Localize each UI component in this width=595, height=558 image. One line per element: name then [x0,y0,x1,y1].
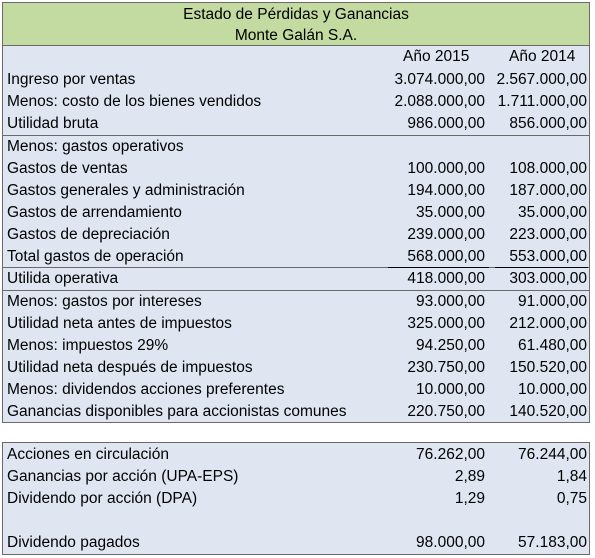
revenue-section [2,45,590,136]
table-row [3,136,589,158]
row-label: Menos: gastos operativos [7,138,184,155]
value-2015: 10.000,00 [416,381,485,398]
table-row [3,113,589,135]
table-row [3,202,589,224]
value-2015: 230.750,00 [407,359,485,376]
table-row [3,488,589,510]
value-2015: 94.250,00 [416,337,485,354]
value-2014: 1,84 [556,468,587,485]
value-2014: 57.183,00 [518,534,587,551]
value-2014: 150.520,00 [509,359,587,376]
row-label: Gastos generales y administración [7,182,245,199]
row-label: Utilidad neta después de impuestos [7,359,253,376]
value-2014: 108.000,00 [509,160,587,177]
value-2015: 3.074.000,00 [394,71,485,88]
table-row [3,313,589,335]
value-2014: 2.567.000,00 [496,71,587,88]
operating-income-section [2,267,590,291]
table-row [3,291,589,313]
row-label: Menos: gastos por intereses [7,293,202,310]
row-label: Utilida operativa [7,270,119,287]
row-label: Dividendo por acción (DPA) [7,490,198,507]
statement-title-band [2,2,590,46]
table-row [3,69,589,91]
value-2014: 0,75 [556,490,587,507]
value-2015: 194.000,00 [407,182,485,199]
table-row [3,379,589,401]
net-income-section [2,290,590,423]
blank-row [3,510,589,532]
value-2015: 2,89 [454,468,485,485]
row-label: Ingreso por ventas [7,71,136,88]
table-row [3,158,589,180]
value-2015: 2.088.000,00 [394,93,485,110]
value-2014: 303.000,00 [509,270,587,287]
value-2015: 568.000,00 [407,248,485,265]
table-row [3,246,589,268]
total-underline-2015 [388,267,489,268]
row-label: Acciones en circulación [7,446,169,463]
value-2014: 35.000,00 [518,204,587,221]
table-row [3,357,589,379]
value-2015: 76.262,00 [416,446,485,463]
table-row [3,444,589,466]
value-2014: 223.000,00 [509,226,587,243]
row-label: Menos: dividendos acciones preferentes [7,381,285,398]
statement-title: Estado de Pérdidas y Ganancias [183,6,409,23]
value-2015: 93.000,00 [416,293,485,310]
row-label: Gastos de depreciación [7,226,170,243]
value-2015: 986.000,00 [407,115,485,132]
per-share-section [2,442,590,555]
column-header-2014: Año 2014 [509,48,576,65]
value-2014: 140.520,00 [509,403,587,420]
table-row [3,466,589,488]
value-2014: 553.000,00 [509,248,587,265]
value-2014: 76.244,00 [518,446,587,463]
value-2014: 187.000,00 [509,182,587,199]
row-label: Dividendo pagados [7,534,140,551]
table-row [3,224,589,246]
value-2015: 98.000,00 [416,534,485,551]
operating-expenses-section [2,135,590,268]
value-2015: 418.000,00 [407,270,485,287]
value-2014: 1.711.000,00 [497,93,587,110]
row-label: Menos: costo de los bienes vendidos [7,93,262,110]
row-label: Menos: impuestos 29% [7,337,169,354]
value-2015: 100.000,00 [407,160,485,177]
table-row [3,401,589,423]
value-2014: 61.480,00 [518,337,587,354]
value-2014: 212.000,00 [509,315,587,332]
value-2014: 10.000,00 [518,381,587,398]
value-2015: 239.000,00 [407,226,485,243]
row-label: Gastos de ventas [7,160,128,177]
table-row [3,268,589,290]
row-label: Ganancias disponibles para accionistas comunes [7,403,347,420]
company-name: Monte Galán S.A. [234,27,358,44]
value-2014: 856.000,00 [509,115,587,132]
value-2015: 35.000,00 [416,204,485,221]
table-row [3,180,589,202]
table-row [3,532,589,554]
row-label: Total gastos de operación [7,248,184,265]
value-2014: 91.000,00 [518,293,587,310]
column-header-2015: Año 2015 [403,48,470,65]
row-label: Utilidad bruta [7,115,99,132]
table-row [3,91,589,113]
column-header-row [3,46,589,68]
value-2015: 325.000,00 [407,315,485,332]
total-underline-2014 [495,267,588,268]
row-label: Utilidad neta antes de impuestos [7,315,232,332]
table-row [3,335,589,357]
row-label: Gastos de arrendamiento [7,204,182,221]
value-2015: 1,29 [454,490,485,507]
value-2015: 220.750,00 [407,403,485,420]
row-label: Ganancias por acción (UPA-EPS) [7,468,239,485]
